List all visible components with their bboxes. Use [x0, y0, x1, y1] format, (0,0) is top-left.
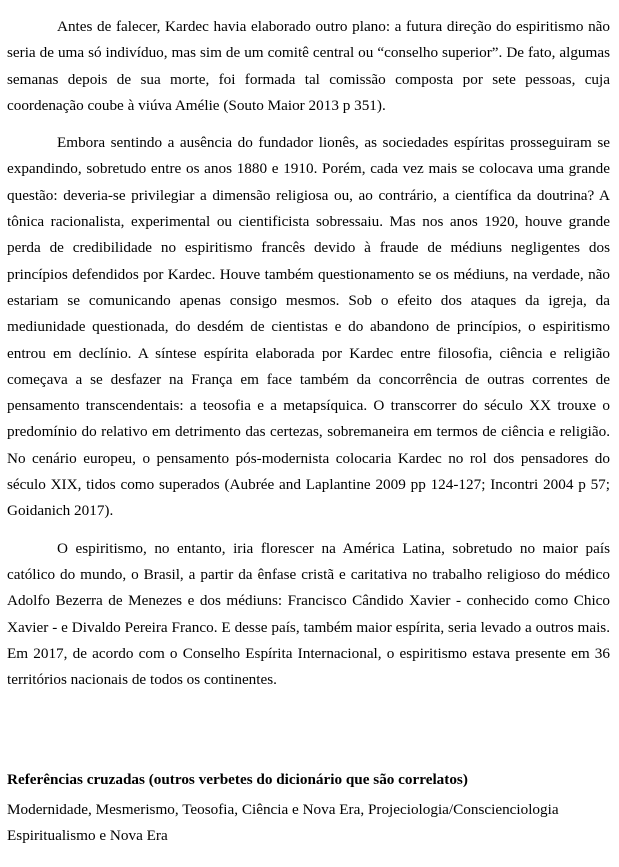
paragraph-3: O espiritismo, no entanto, iria florescer na América Latina, sobretudo no maior país católico do mundo, o Brasil, a partir da ênfase cristã e caritativa no trabalho religioso do médico Adolfo Bezerra de Menezes e dos médiuns: Francisco Cândido Xavier - conhecido como Chico Xavier - e Divaldo Pereira Franco. E desse país, também maior espírita, seria levado a outros mais. Em 2017, de acordo com o Conselho Espírita Internacional, o espiritismo estava presente em 36 territórios nacionais de todos os continentes.	[7, 539, 610, 689]
paragraph-1: Antes de falecer, Kardec havia elaborado outro plano: a futura direção do espiritismo não seria de uma só indivíduo, mas sim de um comitê central ou “conselho superior”. De fato, algumas semanas depois de sua morte, foi formada tal comissão composta por sete pessoas, cuja coordenação coube à viúva Amélie (Souto Maior 2013 p 351).	[7, 18, 610, 114]
cross-references-list: Modernidade, Mesmerismo, Teosofia, Ciência e Nova Era, Projeciologia/Conscienciologia Espiritualismo e Nova Era	[7, 801, 559, 844]
cross-references-heading: Referências cruzadas (outros verbetes do dicionário que são correlatos)	[7, 771, 468, 788]
document-body	[7, 14, 610, 693]
cross-references-section	[7, 767, 610, 849]
paragraph-2: Embora sentindo a ausência do fundador lionês, as sociedades espíritas prosseguiram se expandindo, sobretudo entre os anos 1880 e 1910. Porém, cada vez mais se colocava uma grande questão: deveria-se privilegiar a dimensão religiosa ou, ao contrário, a científica da doutrina? A tônica racionalista, experimental ou cientificista sobressaiu. Mas nos anos 1920, houve grande perda de credibilidade no espiritismo francês devido à fraude de médiuns negligentes dos princípios defendidos por Kardec. Houve também questionamento se os médiuns, na verdade, não estariam se comunicando apenas consigo mesmos. Sob o efeito dos ataques da igreja, da mediunidade questionada, do desdém de cientistas e do abandono de princípios, o espiritismo entrou em declínio. A síntese espírita elaborada por Kardec entre filosofia, ciência e religião começava a se desfazer na França em face também da concorrência de outras correntes de pensamento transcendentais: a teosofia e a metapsíquica. O transcorrer do século XX trouxe o predomínio do relativo em detrimento das certezas, sobremaneira em termos de ciência e religião. No cenário europeu, o pensamento pós-modernista colocaria Kardec no rol dos pensadores do século XIX, tidos como superados (Aubrée and Laplantine 2009 pp 124-127; Incontri 2004 p 57; Goidanich 2017).	[7, 134, 610, 520]
